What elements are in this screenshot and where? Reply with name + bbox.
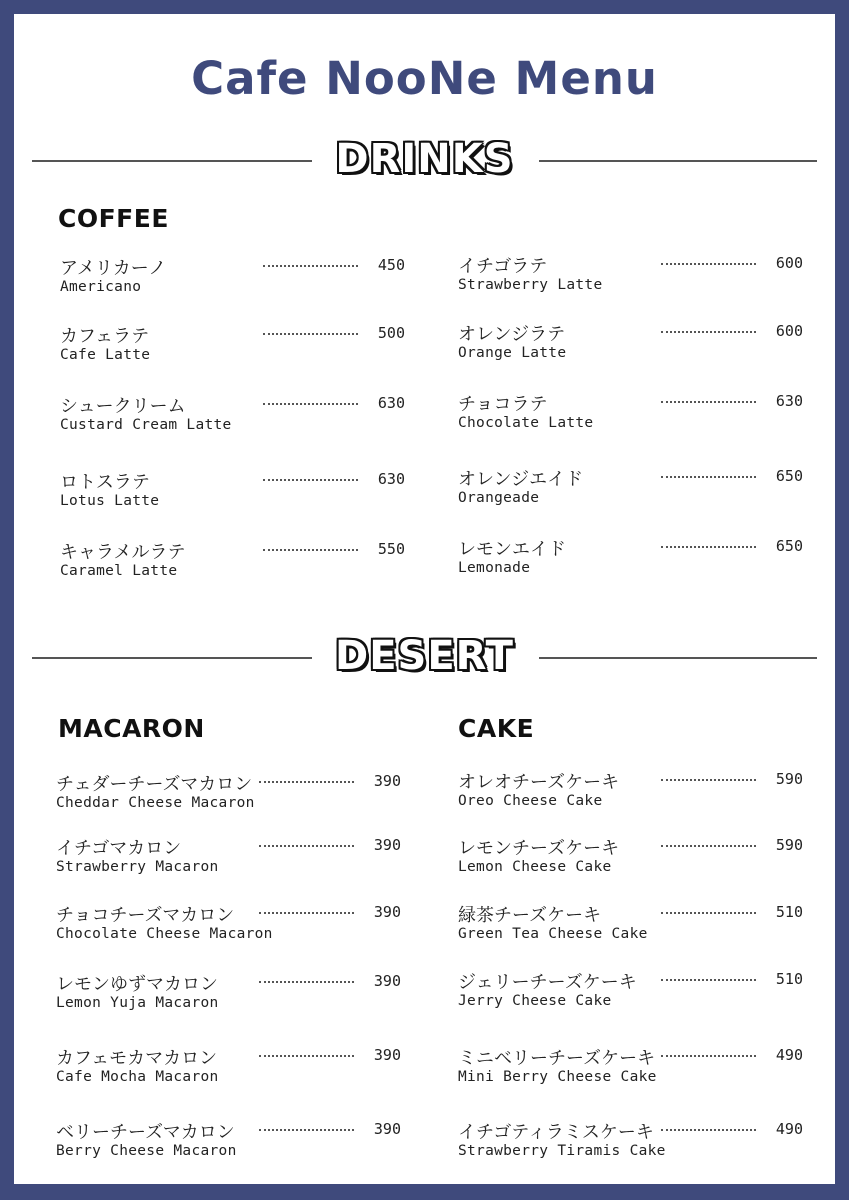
dot-leader	[263, 333, 358, 335]
item-price: 650	[775, 537, 803, 555]
menu-item	[56, 1044, 401, 1094]
item-name-jp: オレンジエイド	[458, 469, 584, 490]
item-name-en: Berry Cheese Macaron	[56, 1143, 237, 1159]
item-price: 630	[377, 470, 405, 488]
item-name-jp: 緑茶チーズケーキ	[458, 905, 602, 926]
item-price: 600	[775, 254, 803, 272]
item-name-jp: シュークリーム	[60, 396, 186, 417]
item-name-jp: イチゴラテ	[458, 256, 548, 277]
menu-item	[458, 252, 803, 302]
item-price: 630	[775, 392, 803, 410]
item-price: 590	[775, 770, 803, 788]
dot-leader	[661, 546, 756, 548]
item-name-en: Jerry Cheese Cake	[458, 993, 612, 1009]
macaron-heading: MACARON	[58, 714, 205, 743]
item-name-jp: チョコチーズマカロン	[56, 905, 235, 926]
item-name-en: Caramel Latte	[60, 563, 178, 579]
item-price: 590	[775, 836, 803, 854]
item-name-en: Chocolate Latte	[458, 415, 594, 431]
coffee-heading: COFFEE	[58, 204, 169, 233]
item-price: 510	[775, 903, 803, 921]
dot-leader	[259, 1055, 354, 1057]
item-price: 550	[377, 540, 405, 558]
item-name-en: Green Tea Cheese Cake	[458, 926, 648, 942]
item-name-jp: ロトスラテ	[60, 472, 150, 493]
item-name-jp: チョコラテ	[458, 394, 548, 415]
dot-leader	[263, 265, 358, 267]
menu-item	[458, 1044, 803, 1094]
item-name-en: Lemon Cheese Cake	[458, 859, 612, 875]
dot-leader	[263, 549, 358, 551]
menu-item	[458, 968, 803, 1018]
menu-item	[60, 468, 405, 518]
item-price: 490	[775, 1120, 803, 1138]
dot-leader	[661, 331, 756, 333]
drinks-section-header	[32, 134, 817, 186]
dot-leader	[259, 781, 354, 783]
item-price: 490	[775, 1046, 803, 1064]
item-price: 600	[775, 322, 803, 340]
menu-item	[458, 465, 803, 515]
dot-leader	[661, 912, 756, 914]
item-name-jp: レモンエイド	[458, 539, 566, 560]
item-name-jp: イチゴティラミスケーキ	[458, 1122, 654, 1143]
item-name-jp: アメリカーノ	[60, 258, 167, 279]
item-price: 390	[373, 903, 401, 921]
dot-leader	[263, 479, 358, 481]
item-name-en: Cafe Mocha Macaron	[56, 1069, 219, 1085]
item-name-jp: レモンゆずマカロン	[56, 974, 218, 995]
menu-item	[60, 254, 405, 304]
item-name-jp: オレオチーズケーキ	[458, 772, 620, 793]
item-price: 510	[775, 970, 803, 988]
item-name-jp: ベリーチーズマカロン	[56, 1122, 235, 1143]
item-price: 390	[373, 1120, 401, 1138]
dot-leader	[661, 779, 756, 781]
dot-leader	[661, 845, 756, 847]
menu-item	[56, 970, 401, 1020]
item-name-en: Lemon Yuja Macaron	[56, 995, 219, 1011]
item-name-jp: キャラメルラテ	[60, 542, 186, 563]
item-price: 390	[373, 972, 401, 990]
item-name-en: Cafe Latte	[60, 347, 151, 363]
item-name-jp: ジェリーチーズケーキ	[458, 972, 637, 993]
item-price: 390	[373, 836, 401, 854]
item-name-jp: オレンジラテ	[458, 324, 566, 345]
dot-leader	[661, 476, 756, 478]
item-price: 650	[775, 467, 803, 485]
item-name-jp: イチゴマカロン	[56, 838, 182, 859]
menu-title: Cafe NooNe Menu	[191, 52, 658, 105]
item-price: 500	[377, 324, 405, 342]
dot-leader	[263, 403, 358, 405]
item-name-jp: レモンチーズケーキ	[458, 838, 620, 859]
item-name-jp: カフェモカマカロン	[56, 1048, 218, 1069]
dot-leader	[259, 1129, 354, 1131]
item-name-en: Strawberry Latte	[458, 277, 603, 293]
item-name-jp: ミニベリーチーズケーキ	[458, 1048, 656, 1069]
item-name-en: Chocolate Cheese Macaron	[56, 926, 273, 942]
dot-leader	[661, 1055, 756, 1057]
item-name-en: Strawberry Tiramis Cake	[458, 1143, 666, 1159]
dot-leader	[661, 401, 756, 403]
desert-heading: DESERT	[335, 633, 514, 679]
dot-leader	[661, 263, 756, 265]
menu-item	[56, 770, 401, 820]
menu-item	[60, 322, 405, 372]
item-price: 630	[377, 394, 405, 412]
dot-leader	[259, 845, 354, 847]
item-name-en: Oreo Cheese Cake	[458, 793, 603, 809]
desert-section-header	[32, 631, 817, 683]
item-name-en: Strawberry Macaron	[56, 859, 219, 875]
menu-item	[458, 834, 803, 884]
item-name-en: Lotus Latte	[60, 493, 160, 509]
cake-heading: CAKE	[458, 714, 535, 743]
item-name-en: Orange Latte	[458, 345, 567, 361]
menu-item	[458, 901, 803, 951]
menu-item	[458, 535, 803, 585]
menu-page	[14, 14, 835, 1184]
menu-item	[458, 390, 803, 440]
menu-item	[60, 392, 405, 442]
menu-item	[458, 320, 803, 370]
item-name-en: Cheddar Cheese Macaron	[56, 795, 255, 811]
dot-leader	[661, 1129, 756, 1131]
menu-item	[56, 901, 401, 951]
divider-line	[539, 160, 817, 162]
drinks-heading: DRINKS	[335, 136, 514, 182]
item-price: 450	[377, 256, 405, 274]
item-name-en: Custard Cream Latte	[60, 417, 232, 433]
item-name-en: Mini Berry Cheese Cake	[458, 1069, 657, 1085]
divider-line	[539, 657, 817, 659]
item-price: 390	[373, 1046, 401, 1064]
dot-leader	[259, 912, 354, 914]
menu-item	[458, 768, 803, 818]
menu-item	[56, 1118, 401, 1168]
item-name-en: Lemonade	[458, 560, 531, 576]
dot-leader	[661, 979, 756, 981]
menu-item	[56, 834, 401, 884]
item-name-en: Orangeade	[458, 490, 540, 506]
item-price: 390	[373, 772, 401, 790]
item-name-en: Americano	[60, 279, 142, 295]
menu-item	[60, 538, 405, 588]
item-name-jp: チェダーチーズマカロン	[56, 774, 253, 795]
dot-leader	[259, 981, 354, 983]
menu-item	[458, 1118, 803, 1168]
item-name-jp: カフェラテ	[60, 326, 150, 347]
